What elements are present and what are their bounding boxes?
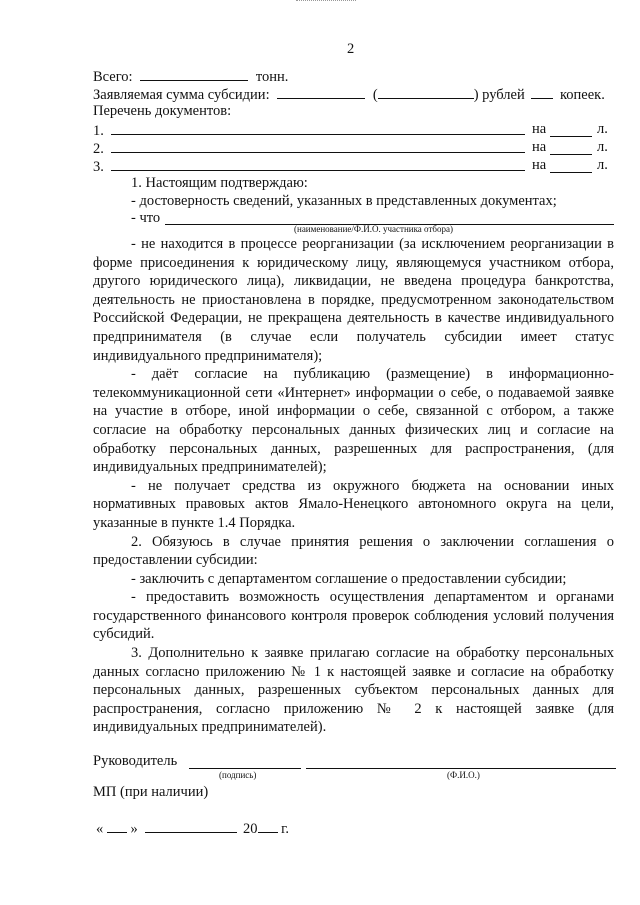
paragraph-reorganization: - не находится в процессе реорганизации (за исключением реорганизации в форме присоединения к юридическому лицу, являющемуся участником отбора, другого юридического лица), ликвидации, не введена процедура банкротства, деятельность не приостановлена в порядке, предусмотренном законодательством Российской Федерации, не прекращена деятельность в качестве индивидуального предпринимателя (в случае если получатель субсидии имеет статус индивидуального предпринимателя); (93, 236, 614, 364)
participant-name-caption: (наименование/Ф.И.О. участника отбора) (294, 224, 453, 234)
fio-input[interactable] (306, 754, 616, 769)
doc-item-3 (93, 156, 613, 176)
doc-item-name-input[interactable] (111, 120, 525, 135)
doc-item-name-input[interactable] (111, 138, 525, 153)
paragraph-conclude-agreement: - заключить с департаментом соглашение о предоставлении субсидии; (131, 570, 567, 587)
doc-item-1 (93, 120, 613, 140)
total-unit: тонн. (255, 69, 289, 85)
docs-title: Перечень документов: (93, 103, 232, 119)
total-line (93, 66, 288, 86)
doc-item-on-label: на (532, 157, 547, 173)
signature-caption: (подпись) (219, 770, 257, 780)
date-open-quote: « (96, 821, 104, 837)
subsidy-open-paren: ( (372, 87, 378, 103)
month-input[interactable] (145, 818, 237, 833)
doc-item-sheets-input[interactable] (550, 158, 592, 173)
subsidy-line (93, 84, 605, 104)
year-prefix: 20 (243, 821, 258, 837)
subsidy-rubles-label: ) рублей (473, 87, 525, 103)
stamp-label: МП (при наличии) (93, 784, 209, 800)
confirm-that-label: - что (131, 210, 161, 226)
doc-item-sheets-input[interactable] (550, 140, 592, 155)
doc-item-number: 3. (93, 159, 104, 175)
doc-item-number: 2. (93, 141, 104, 157)
confirm-heading: 1. Настоящим подтверждаю: (131, 175, 308, 191)
body-paragraphs (93, 235, 614, 737)
doc-item-on-label: на (532, 139, 547, 155)
subsidy-label: Заявляемая сумма субсидии: (93, 87, 270, 103)
head-label: Руководитель (93, 753, 178, 769)
subsidy-amount-input[interactable] (277, 84, 365, 99)
doc-item-2 (93, 138, 613, 158)
doc-item-sheets-label: л. (597, 157, 608, 173)
total-input[interactable] (140, 66, 248, 81)
paragraph-obligation-heading: 2. Обязуюсь в случае принятия решения о заключении соглашения о предоставлении субсидии: (93, 533, 614, 569)
doc-item-sheets-label: л. (597, 121, 608, 137)
day-input[interactable] (107, 818, 127, 833)
confirm-reliability: - достоверность сведений, указанных в представленных документах; (131, 193, 557, 209)
signature-input[interactable] (189, 754, 301, 769)
paragraph-attachments: 3. Дополнительно к заявке прилагаю согласие на обработку персональных данных согласно приложению № 1 к настоящей заявке и согласие на обработку персональных данных, разрешенных субъектом персональных данных для распространения, согласно приложению № 2 к настоящей заявке (для индивидуальных предпринимателей). (93, 645, 614, 736)
doc-item-name-input[interactable] (111, 156, 525, 171)
date-line (96, 818, 289, 838)
participant-name-input[interactable] (165, 210, 614, 225)
paragraph-publication-consent: - даёт согласие на публикацию (размещение) в информационно-телекоммуникационной сети «Интернет» информации о себе, о подаваемой заявке на участие в отборе, иной информации о себе, связанной с отбором, а также согласие на обработку персональных данных физических лиц и согласие на обработку персональных данных, разрешенных для распространения, (для индивидуальных предпринимателей); (93, 366, 614, 476)
year-input[interactable] (258, 818, 278, 833)
doc-item-on-label: на (532, 121, 547, 137)
year-suffix: г. (281, 821, 290, 837)
fio-caption: (Ф.И.О.) (447, 770, 480, 780)
page-number: 2 (347, 41, 355, 57)
date-close-quote: » (130, 821, 138, 837)
paragraph-budget-funds: - не получает средства из окружного бюджета на основании иных нормативных правовых актов Ямало-Ненецкого автономного округа на цели, указанные в пункте 1.4 Порядка. (93, 477, 614, 531)
doc-item-sheets-input[interactable] (550, 122, 592, 137)
kopecks-input[interactable] (531, 84, 553, 99)
scan-edge-mark (296, 0, 356, 5)
total-label: Всего: (93, 69, 133, 85)
doc-item-sheets-label: л. (597, 139, 608, 155)
subsidy-words-input[interactable] (378, 84, 474, 99)
kopecks-label: копеек. (559, 87, 605, 103)
doc-item-number: 1. (93, 123, 104, 139)
paragraph-control-checks: - предоставить возможность осуществления департаментом и органами государственного финансового контроля проверок соблюдения условий получения субсидий. (93, 589, 614, 643)
